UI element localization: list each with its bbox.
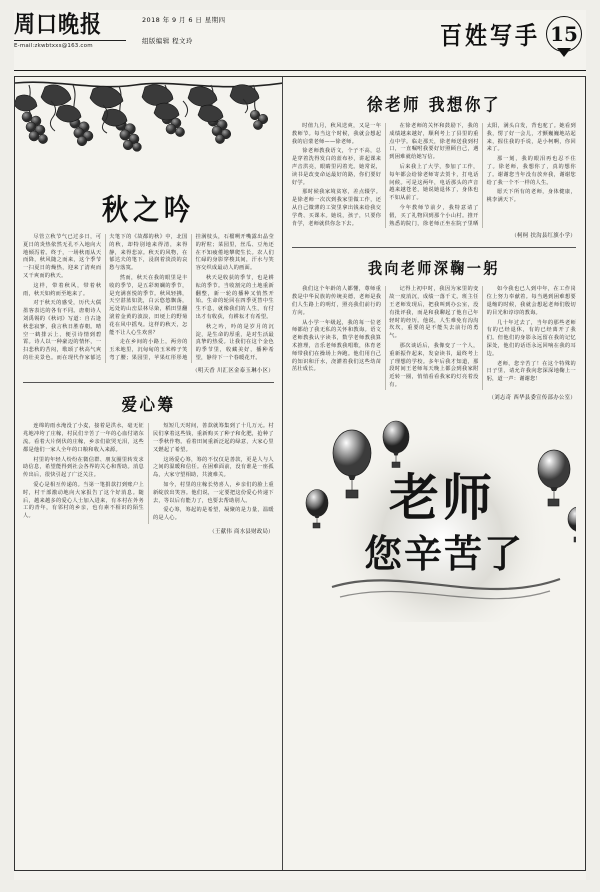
- paragraph: 从小学一年级起，我的每一位老师都给了我无私的关怀和教诲。语文老师教我认字读书，数学老师教我算术推理，音乐老师教我唱歌，体育老师带我们在操场上奔跑。他们用自己的知识和汗水，浇灌着我们这些幼苗茁壮成长。: [291, 319, 382, 373]
- left-column: [15, 77, 283, 870]
- editor-credit: 组版编辑 程文玲: [142, 37, 193, 45]
- byline-xu-laoshi: （柯柯 扶沟县红旗小学）: [511, 233, 576, 240]
- right-column: [283, 77, 585, 870]
- artwork-line1: 老师: [388, 467, 495, 527]
- section-divider: [292, 247, 576, 248]
- article-title-shen-ju-yi-gong: 我向老师深鞠一躬: [367, 260, 500, 279]
- paragraph: 爱心筹，筹起的是希望，凝聚的是力量，温暖的是人心。: [152, 507, 274, 522]
- paragraph: 那次谈话后，我像变了一个人，重新振作起来，发奋读书，最终考上了理想的学校。多年后我才知道，那段时间王老师每天晚上都会到我家附近转一圈，悄悄看看我家的灯亮着没有。: [389, 342, 479, 388]
- paper-name: 周口晚报: [14, 9, 102, 38]
- paragraph: 几十年过去了，当年的那些老师有的已经退休，有的已经离开了我们。但他们的身影永远留在我的记忆深处，他们的话语永远回响在我的耳边。: [486, 319, 576, 357]
- paragraph: 我们这个年龄的人都懂，尊师重教是中华民族的传统美德，老师是我们人生路上的明灯，照亮我们前行的方向。: [291, 286, 382, 316]
- paragraph: 秋之吟，吟的是岁月的沉淀，是生命的厚重，是对生活最真挚的热爱。让我们在这个金色的季节里，收藏美好，播种希望，静待下一个春暖花开。: [195, 323, 274, 361]
- paragraph: 这场爱心筹，筹的不仅仅是善款，更是人与人之间的温暖和信任。在困难面前，没有谁是一座孤岛，大家守望相助，共渡难关。: [152, 456, 274, 479]
- paragraph: 老师，您辛苦了！在这个特殊的日子里，请允许我向您深深地鞠上一躬，道一声：谢谢您！: [486, 360, 576, 383]
- article-title-qiu-zhi-yin: 秋之吟: [101, 193, 195, 228]
- paragraph: 时值九月，秋风送爽，又是一年教师节。每当这个时候，我就会想起我的启蒙老师——徐老师。: [291, 123, 382, 145]
- paragraph: 记得上初中时，我因为家里的变故一度消沉，成绩一落千丈。班主任王老师发现后，把我叫到办公室，没有批评我，而是和我聊起了他自己年轻时的经历。他说，人生难免有沟沟坎坎，重要的是不能失去前行的勇气。: [389, 286, 479, 340]
- masthead-meta: [132, 10, 440, 45]
- paper-sheet: [14, 10, 586, 880]
- paragraph: 然而，秋天在我的眼里是丰收的季节，是五彩斑斓的季节，是充满喜悦的季节。秋风轻拂，天空湛蓝如洗，白云悠悠飘荡，远处的山峦层林尽染，稻田里翻滚着金黄的波浪，田埂上的野菊花在风中摇曳。这样的秋天，怎能不让人心生欢喜？: [109, 274, 188, 336]
- paragraph: 在徐老师的关怀和鼓励下，我的成绩越来越好，顺利考上了县里的重点中学。临走那天，徐老师送我到村口，一直嘱咐我要好好照顾自己，遇到困难就给她写信。: [389, 123, 479, 161]
- byline-qiu-zhi-yin: （明天香 川汇区金泰玉琳小区）: [192, 368, 274, 375]
- article-body-qiu-zhi-yin: [23, 234, 274, 363]
- grapevine-illustration: [15, 77, 282, 185]
- section-divider: [23, 382, 274, 383]
- section-header: [440, 10, 586, 52]
- paragraph: 后来我上了大学，参加了工作，每年都会给徐老师寄去贺卡，打电话问候。可是这两年，电话那头的声音越来越苍老，她说她退休了，身体也不如从前了。: [389, 163, 479, 202]
- paragraph: 连绵的雨水淹没了小麦，接着是洪水，毫无征兆地冲垮了庄稼，村民们辛苦了一年的心血付诸东流。看着大片倒伏的庄稼，乡亲们欲哭无泪，这些都是他们一家人全年的口粮和收入来源。: [23, 423, 144, 453]
- paragraph: 那一刻，我的眼泪再也忍不住了。徐老师，我想你了，真的想你了。谢谢您当年没有放弃我，谢谢您给了我一个不一样的人生。: [486, 156, 576, 186]
- publication-date: 2018 年 9 月 6 日 星期四: [142, 16, 226, 24]
- paragraph: 对于秋天的感受，历代大儒墨客表达的各有不同。唐朝诗人刘禹锡的《秋词》写道：自古逢秋悲寂寥，我言秋日胜春朝。晴空一鹤排云上，便引诗情到碧霄。诗人以一种豪迈的情怀，一扫悲秋的苦闷，歌颂了秋高气爽的壮美景色。而在现代作家郁达夫笔下的《故都的秋》中，北国的秋，却特别地来得清，来得静，来得悲凉。秋天的风物，在郁达夫的笔下，浸润着淡淡的哀愁与落寞。: [23, 234, 188, 361]
- paragraph: 村里的年轻人纷纷在微信群、朋友圈里转发求助信息，希望能得到社会各界的关心和帮助。消息传出后，很快引起了广泛关注。: [23, 456, 144, 479]
- paragraph: 爱心是相互传递的。当第一笔捐款打到账户上时，村干部激动地向大家报告了这个好消息。随后，越来越多的爱心人士加入进来，有本村在外务工的青年，有邻村的乡亲，也有素不相识的陌生人。: [23, 482, 144, 520]
- byline-shen-ju-yi-gong: （刘志奇 西华县委宣传部办公室）: [488, 394, 576, 401]
- logo-divider: [14, 40, 126, 41]
- contact-email: E-mail:zkwbtxxs@163.com: [14, 43, 93, 50]
- paper-logo: [14, 10, 132, 49]
- page-number-badge: [546, 16, 582, 52]
- paragraph: 今年教师节前夕，我特意请了假，买了礼物回到那个小山村。推开熟悉的院门，徐老师正坐在院子里晒太阳，满头白发，背也驼了。她看到我，愣了好一会儿，才颤巍巍地站起来，握住我的手说，是小柯啊，你回来了。: [389, 123, 576, 227]
- page-body-frame: [14, 76, 586, 871]
- byline-ai-xin-chou: （王献伟 商水县财政局）: [209, 528, 274, 535]
- section-title: 百姓写手: [439, 21, 540, 50]
- artwork-line2: 您辛苦了: [363, 530, 524, 576]
- article-body-shen-ju-yi-gong: [292, 286, 576, 389]
- paragraph: 徐老师教我语文，个子不高，总是穿着洗得发白的蓝布衫，讲起课来声音洪亮，眼睛里闪着光。她常说，读书是改变命运最好的路，你们要好好学。: [291, 148, 382, 186]
- article-title-ai-xin-chou: 爱心筹: [121, 394, 176, 416]
- page-number: 15: [546, 16, 582, 52]
- paragraph: 愿天下所有的老师，身体健康，桃李满天下。: [486, 189, 576, 204]
- paragraph: 秋天是收获的季节，也是耕耘的季节。当收割完的土地重新翻整，新一轮的播种又悄然开始。生命的轮回在四季更替中生生不息，就像我们的人生，有付出才有收获，有耕耘才有希望。: [195, 274, 274, 320]
- paragraph: 那时候我家境贫寒，差点辍学。是徐老师一次次到我家里做工作，还从自己微薄的工资里拿出钱来给我交学费、买课本。她说，孩子，只要你肯学，老师就供你念下去。: [291, 189, 382, 227]
- paragraph: 如今我也已人到中年，在工作岗位上努力奉献着。每当遇到困难想要退缩的时候，我就会想起老师们殷切的目光和谆谆的教诲。: [486, 286, 576, 316]
- paragraph: 短短几天时间，善款就筹集到了十几万元。村民们拿着这些钱，重新购买了种子和化肥，抢种了一季秋作物。看着田间重新泛起的绿意，大家心里又燃起了希望。: [152, 423, 274, 453]
- article-body-ai-xin-chou: [23, 423, 274, 524]
- article-body-xu-laoshi: [292, 123, 576, 228]
- paragraph: 走在乡间的小路上，两旁的玉米地里，沉甸甸的玉米棒子笑弯了腰；果园里，苹果红彤彤地挂满枝头，石榴咧开嘴露出晶莹的籽粒；菜园里，丝瓜、豆角还在不知疲倦地攀爬生长。农人们忙碌的身影穿梭其间，汗水与笑容交织成最动人的画面。: [109, 234, 274, 361]
- article-title-xu-laoshi: 徐老师 我想你了: [366, 94, 501, 115]
- teacher-day-artwork: [292, 407, 576, 622]
- paragraph: 这样，带着秋风，带着秋雨，秋天如约而至地来了。: [23, 282, 102, 297]
- paragraph: 如今，村里的庄稼长势喜人，乡亲们的脸上重新绽放出笑容。他们说，一定要把这份爱心传递下去，等以后有能力了，也要去帮助别人。: [152, 482, 274, 504]
- masthead: [14, 10, 586, 71]
- paragraph: 尽管立秋节气已过多日，可夏日的炎热依然无孔不入地向大地倾泻着。终于，一场秋雨从天而降，秋风随之而来，这个季节一扫夏日的燥热，迎来了清爽而又干爽而的秋天。: [23, 234, 102, 279]
- badge-tail-icon: [557, 48, 571, 57]
